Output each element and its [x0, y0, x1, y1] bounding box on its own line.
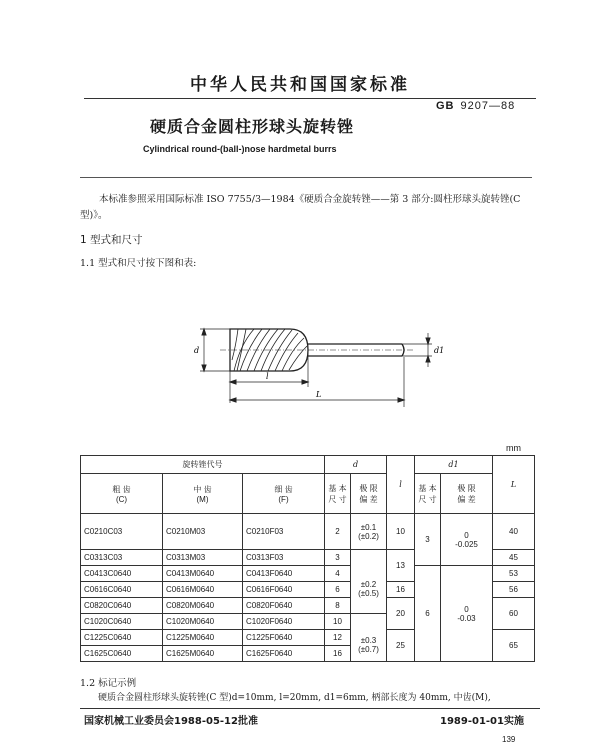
cell-d: 16 [325, 646, 351, 662]
cell-medium: C1020M0640 [163, 614, 243, 630]
cell-L: 65 [493, 630, 535, 662]
th-d-basic-2: 尺 寸 [328, 494, 347, 504]
document-title: 硬质合金圆柱形球头旋转锉 [150, 117, 355, 136]
th-d1-basic [415, 474, 441, 514]
th-medium-label: 中 齿 [193, 484, 212, 494]
standard-header-title: 中华人民共和国国家标准 [190, 75, 410, 95]
th-code: 旋转锉代号 [81, 456, 325, 474]
cell-d1: 6 [415, 566, 441, 662]
cell-d: 2 [325, 514, 351, 550]
cell-l: 13 [387, 550, 415, 582]
cell-d-tol [351, 630, 387, 662]
dimension-table [80, 455, 535, 662]
d-tol-3a: ±0.3 [360, 636, 377, 646]
d-arrow-bottom [202, 365, 206, 371]
th-d1-limit-2: 偏 差 [457, 494, 476, 504]
th-d-basic-1: 基 本 [328, 483, 347, 493]
cell-L: 56 [493, 582, 535, 598]
cell-coarse: C1625C0640 [81, 646, 163, 662]
th-fine-label: 细 齿 [274, 484, 293, 494]
cell-medium: C0210M03 [163, 514, 243, 550]
shank-end [402, 344, 404, 356]
cell-d: 3 [325, 550, 351, 566]
section-1-1-heading: 1.1 型式和尺寸按下图和表: [80, 258, 197, 269]
th-coarse-label: 粗 齿 [112, 484, 131, 494]
table-row [81, 566, 535, 582]
d-tol-3b: (±0.7) [358, 645, 379, 655]
label-l: l [266, 372, 269, 381]
cell-medium: C1625M0640 [163, 646, 243, 662]
cell-fine: C0210F03 [243, 514, 325, 550]
d-tol-1b: (±0.2) [358, 531, 379, 541]
cell-d1-tol [441, 514, 493, 566]
th-d1-limit-1: 极 限 [457, 483, 476, 493]
cell-coarse: C0210C03 [81, 514, 163, 550]
d1-arrow-top [426, 338, 430, 344]
th-fine-code: (F) [278, 494, 289, 504]
cell-d-tol-empty [351, 550, 387, 566]
th-fine [243, 474, 325, 514]
cell-l: 25 [387, 630, 415, 662]
cell-d: 12 [325, 630, 351, 646]
standard-code: 9207—88 [460, 100, 516, 112]
cell-coarse: C1225C0640 [81, 630, 163, 646]
cell-fine: C0820F0640 [243, 598, 325, 614]
cell-l: 20 [387, 598, 415, 630]
th-coarse-code: (C) [115, 494, 128, 504]
cell-medium: C0820M0640 [163, 598, 243, 614]
cell-L: 60 [493, 598, 535, 630]
table-unit: mm [506, 443, 521, 453]
cell-L: 53 [493, 566, 535, 582]
label-d1: d1 [434, 346, 445, 355]
label-d: d [194, 346, 200, 355]
cell-d-tol [351, 514, 387, 550]
d1-tol-1b: -0.025 [455, 539, 478, 549]
cell-fine: C0616F0640 [243, 582, 325, 598]
th-medium [163, 474, 243, 514]
cell-coarse: C0616C0640 [81, 582, 163, 598]
cell-medium: C0313M03 [163, 550, 243, 566]
cell-fine: C1625F0640 [243, 646, 325, 662]
cell-fine: C1225F0640 [243, 630, 325, 646]
cell-medium: C1225M0640 [163, 630, 243, 646]
th-L: L [493, 456, 535, 514]
d1-tol-1a: 0 [464, 530, 469, 540]
implementation-date: 1989-01-01实施 [440, 716, 524, 727]
header-divider [84, 98, 536, 99]
L-arrow-right [398, 398, 404, 402]
d1-tol-2b: -0.03 [457, 613, 476, 623]
cell-medium: C0616M0640 [163, 582, 243, 598]
cell-d-tol [351, 566, 387, 614]
table-row [81, 514, 535, 550]
label-L: L [316, 390, 322, 399]
cell-l: 16 [387, 582, 415, 598]
cell-L: 45 [493, 550, 535, 566]
d-arrow-top [202, 329, 206, 335]
marking-example: 硬质合金圆柱形球头旋转锉(C 型)d=10mm, l=20mm, d1=6mm, 柄部长度为 40mm, 中齿(M), [98, 693, 491, 703]
d1-tol-2a: 0 [464, 604, 469, 614]
cell-fine: C0313F03 [243, 550, 325, 566]
cell-d: 10 [325, 614, 351, 630]
th-d: d [325, 456, 387, 474]
cell-d: 6 [325, 582, 351, 598]
th-d1-limit [441, 474, 493, 514]
approval-line: 国家机械工业委员会1988-05-12批准 [84, 716, 258, 727]
cell-d-tol-empty [351, 614, 387, 630]
d-tol-2a: ±0.2 [360, 580, 377, 590]
th-l: l [387, 456, 415, 514]
l-arrow-right [302, 380, 308, 384]
th-d-basic [325, 474, 351, 514]
burr-drawing [180, 315, 450, 410]
document-title-english: Cylindrical round-(ball-)nose hardmetal burrs [143, 144, 337, 154]
cell-medium: C0413M0640 [163, 566, 243, 582]
section-1-heading: 1 型式和尺寸 [80, 234, 143, 246]
th-d1-basic-1: 基 本 [418, 483, 437, 493]
cell-coarse: C0313C03 [81, 550, 163, 566]
title-divider [80, 177, 532, 178]
standard-number [436, 100, 515, 112]
th-d1-basic-2: 尺 寸 [418, 494, 437, 504]
th-d-limit-2: 偏 差 [359, 494, 378, 504]
d-tol-1a: ±0.1 [360, 522, 377, 532]
intro-paragraph: 本标准参照采用国际标准 ISO 7755/3—1984《硬质合金旋转锉——第 3 部分:圆柱形球头旋转锉(C 型)》。 [80, 194, 521, 221]
cell-L: 40 [493, 514, 535, 550]
cell-d1-tol [441, 566, 493, 662]
cell-coarse: C1020C0640 [81, 614, 163, 630]
cell-fine: C1020F0640 [243, 614, 325, 630]
th-medium-code: (M) [196, 494, 209, 504]
d-tol-2b: (±0.5) [358, 589, 379, 599]
th-d-limit-1: 极 限 [359, 483, 378, 493]
l-arrow-left [230, 380, 236, 384]
section-1-2-heading: 1.2 标记示例 [80, 678, 137, 689]
th-d-limit [351, 474, 387, 514]
footer-divider [80, 708, 540, 709]
cell-coarse: C0413C0640 [81, 566, 163, 582]
cell-d1: 3 [415, 514, 441, 566]
standard-prefix: GB [436, 100, 455, 112]
page-number: 139 [502, 735, 516, 744]
cell-d: 4 [325, 566, 351, 582]
cell-d: 8 [325, 598, 351, 614]
cell-l: 10 [387, 514, 415, 550]
th-d1: d1 [415, 456, 493, 474]
L-arrow-left [230, 398, 236, 402]
d1-arrow-bottom [426, 356, 430, 362]
cell-fine: C0413F0640 [243, 566, 325, 582]
cell-coarse: C0820C0640 [81, 598, 163, 614]
th-coarse [81, 474, 163, 514]
